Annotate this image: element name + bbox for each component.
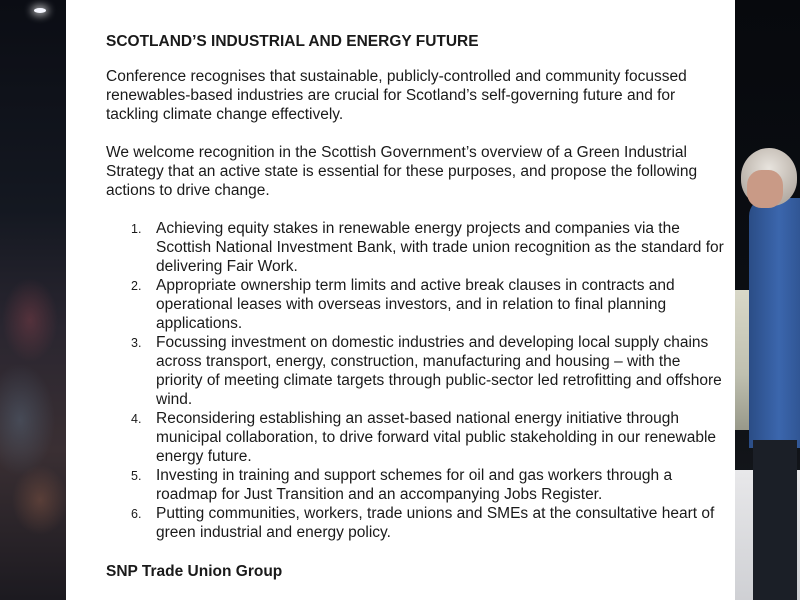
- speaker-face: [747, 170, 783, 208]
- list-item: [106, 333, 726, 409]
- list-item: [106, 219, 726, 276]
- document-title: SCOTLAND’S INDUSTRIAL AND ENERGY FUTURE: [106, 33, 479, 50]
- list-number: 3.: [131, 336, 142, 350]
- stage-spotlight: [34, 8, 46, 13]
- audience-background: [0, 0, 66, 600]
- speaker-jacket: [749, 198, 800, 448]
- proposal-paragraph: We welcome recognition in the Scottish Government’s overview of a Green Industrial Strategy that an active state is essential for these purposes, and propose the following actions to drive change.: [106, 144, 698, 199]
- list-item: [106, 409, 726, 466]
- list-text: Reconsidering establishing an asset-based national energy initiative through municipal collaboration, to drive forward vital public stakeholding in our renewable energy future.: [156, 410, 717, 465]
- list-item: [106, 276, 726, 333]
- list-text: Appropriate ownership term limits and active break clauses in contracts and operational leases with overseas investors, and in relation to final planning applications.: [156, 277, 675, 332]
- list-text: Putting communities, workers, trade unions and SMEs at the consultative heart of green industrial and energy policy.: [156, 505, 715, 541]
- list-number: 5.: [131, 469, 142, 483]
- list-number: 4.: [131, 412, 142, 426]
- signature: SNP Trade Union Group: [106, 563, 283, 580]
- list-text: Investing in training and support schemes for oil and gas workers through a roadmap for Just Transition and an accompanying Jobs Register.: [156, 467, 673, 503]
- list-item: [106, 466, 726, 504]
- list-text: Focussing investment on domestic industries and developing local supply chains across transport, energy, construction, manufacturing and housing – with the priority of meeting climate targets through public-sector led retrofitting and offshore wind.: [156, 334, 722, 408]
- speaker-background: [735, 0, 800, 600]
- list-text: Achieving equity stakes in renewable energy projects and companies via the Scottish National Investment Bank, with trade union recognition as the standard for delivering Fair Work.: [156, 220, 724, 275]
- list-item: [106, 504, 726, 542]
- list-number: 6.: [131, 507, 142, 521]
- list-number: 2.: [131, 279, 142, 293]
- action-list: [106, 219, 735, 542]
- speaker-legs: [753, 440, 797, 600]
- list-number: 1.: [131, 222, 142, 236]
- intro-paragraph: Conference recognises that sustainable, publicly-controlled and community focussed renewables-based industries are crucial for Scotland’s self-governing future and for tackling climate change effectively.: [106, 68, 687, 123]
- motion-document: [66, 0, 735, 600]
